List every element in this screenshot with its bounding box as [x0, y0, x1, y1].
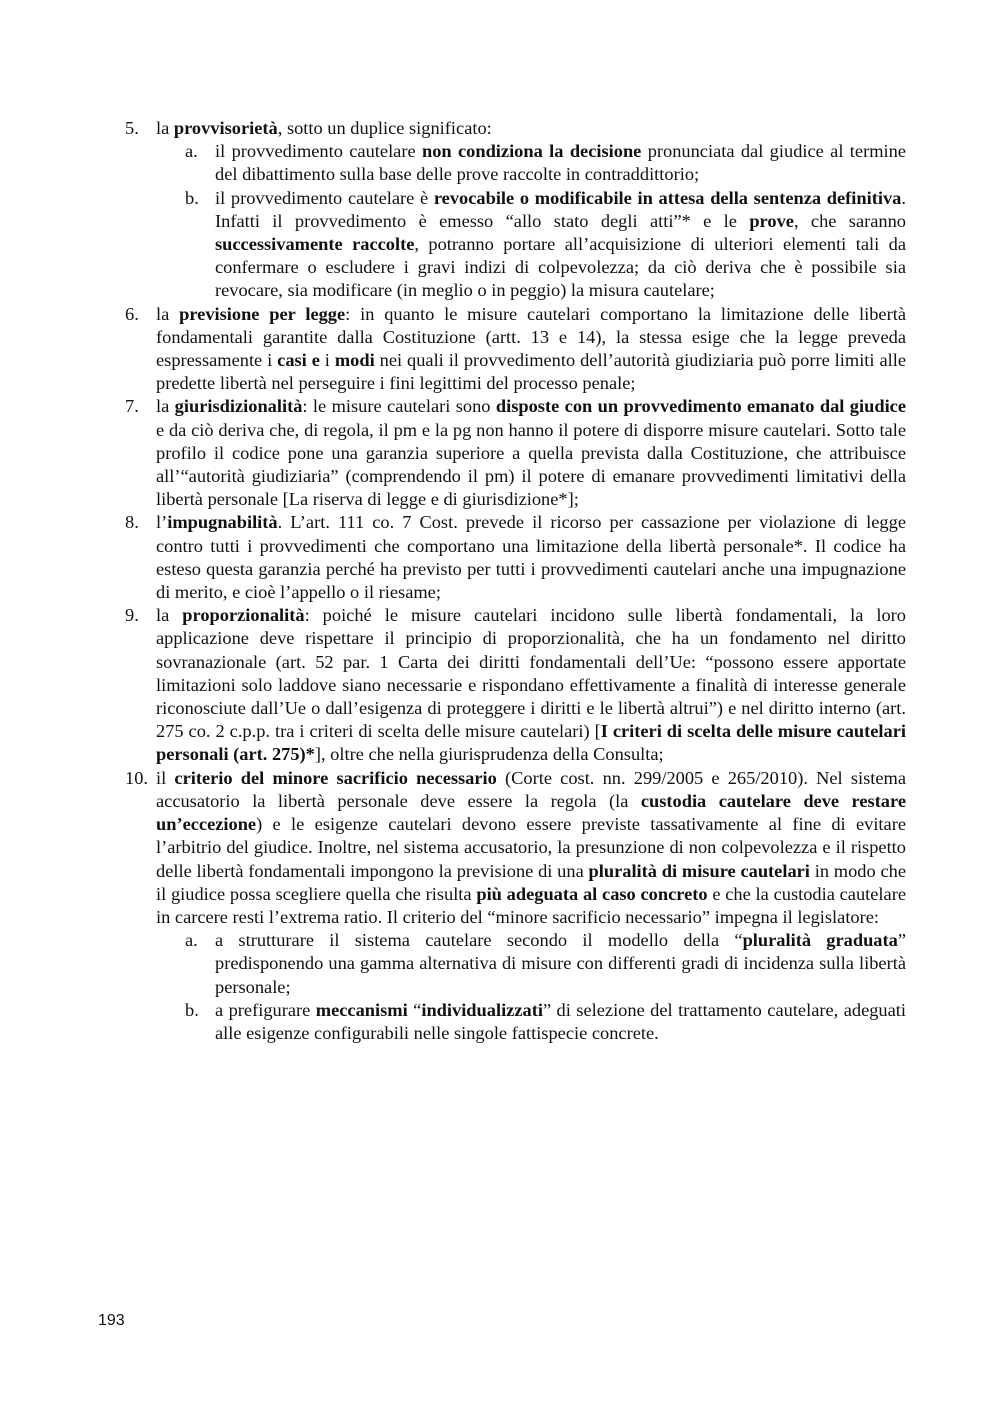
- text-run: ) e le esigenze cautelari devono essere previste tassativamente al fine di evitare l’arbitrio del giudice. Inoltre, nel sistema accusatorio, la presunzione di non colpevolezza e il rispetto delle libertà fondamentali impongono la previsione di una: [156, 814, 906, 881]
- text-run: ], oltre che nella giurisprudenza della Consulta;: [314, 744, 664, 765]
- bold-text: disposte con un provvedimento emanato dal giudice: [495, 396, 907, 417]
- bold-text: custodia cautelare deve restare un’eccezione: [156, 790, 906, 835]
- text-run: la: [156, 396, 175, 417]
- bold-text: casi e: [277, 350, 320, 371]
- text-run: “: [407, 999, 422, 1020]
- list-item: [125, 604, 906, 766]
- sub-list-item: [125, 999, 906, 1045]
- list-item: [125, 767, 906, 929]
- text-run: . Infatti il provvedimento è emesso “allo stato degli atti”* e le: [215, 187, 906, 231]
- text-run: e da ciò deriva che, di regola, il pm e la pg non hanno il potere di disporre misure cautelari. Sotto tale profilo il codice pone una garanzia superiore a quella prevista dalla Costituzione, che attribuisce all’“autorità giudiziaria” (comprendendo il pm) il potere di emanare provvedimenti limitativi della libertà personale [La riserva di legge e di giurisdizione*];: [156, 419, 906, 510]
- text-run: in modo che il giudice possa scegliere quella che risulta: [156, 860, 906, 904]
- bold-text: proporzionalità: [182, 605, 305, 626]
- sub-list-item: [125, 929, 906, 999]
- sub-list-item: [125, 140, 906, 186]
- list-item-number: 5.: [125, 118, 139, 138]
- text-run: il provvedimento cautelare: [215, 141, 422, 162]
- text-run: nei quali il provvedimento dell’autorità giudiziaria può porre limiti alle predette libertà nel perseguire i fini legittimi del processo penale;: [156, 350, 906, 394]
- text-run: : in quanto le misure cautelari comportano la limitazione delle libertà fondamentali garantite dalla Costituzione (artt. 13 e 14), la stessa esige che la legge preveda espressamente i: [156, 303, 906, 371]
- text-run: : le misure cautelari sono: [302, 396, 496, 417]
- text-run: , potranno portare all’acquisizione di ulteriori elementi tali da confermare o escludere i gravi indizi di colpevolezza; da ciò deriva che è possibile sia revocare, sia modificare (in meglio o in peggio) la misura cautelare;: [215, 234, 906, 301]
- text-run: a strutturare il sistema cautelare secondo il modello della “: [215, 930, 743, 951]
- bold-text: più adeguata al caso concreto: [476, 883, 708, 904]
- text-run: la: [156, 118, 174, 138]
- bold-text: I criteri di scelta delle misure cautelari personali (art. 275)*: [156, 721, 906, 765]
- list-item: [125, 511, 906, 604]
- bold-text: pluralità di misure cautelari: [588, 860, 810, 881]
- text-run: (Corte cost. nn. 299/2005 e 265/2010). Nel sistema accusatorio la libertà personale deve essere la regola (la: [156, 767, 907, 811]
- text-run: pronunciata dal giudice al termine del dibattimento sulla base delle prove raccolte in contraddittorio;: [215, 141, 906, 185]
- document-body: [125, 117, 906, 1045]
- text-run: e che la custodia cautelare in carcere resti l’extrema ratio. Il criterio del “minore sacrificio necessario” impegna il legislatore:: [156, 883, 906, 927]
- text-run: il provvedimento cautelare è: [215, 187, 434, 208]
- bold-text: prove: [749, 210, 794, 231]
- text-run: , sotto un duplice significato:: [277, 118, 492, 138]
- list-item-number: 8.: [125, 512, 139, 533]
- list-item-number: 10.: [125, 767, 148, 788]
- bold-text: revocabile o modificabile in attesa della sentenza definitiva: [433, 187, 902, 208]
- bold-text: non condiziona la decisione: [421, 141, 642, 162]
- bold-text: giurisdizionalità: [174, 396, 303, 417]
- text-run: il: [156, 767, 175, 788]
- sub-list-item-letter: b.: [185, 187, 199, 208]
- page-number: 193: [98, 1312, 125, 1329]
- sub-list-item: [125, 187, 906, 303]
- bold-text: meccanismi: [315, 999, 408, 1020]
- bold-text: modi: [334, 350, 375, 371]
- sub-list-item-letter: a.: [185, 141, 198, 162]
- sub-list-item-letter: a.: [185, 930, 198, 951]
- text-run: : poiché le misure cautelari incidono sulle libertà fondamentali, la loro applicazione deve rispettare il principio di proporzionalità, che ha un fondamento nel diritto sovranazionale (art. 52 par. 1 Carta dei diritti fondamentali dell’Ue: “possono essere apportate limitazioni solo laddove siano necessarie e rispondano effettivamente a finalità di interesse generale riconosciute dall’Ue o dall’esigenza di proteggere i diritti e le libertà altrui”) e nel diritto interno (art. 275 co. 2 c.p.p. tra i criteri di scelta delle misure cautelari) [: [156, 605, 906, 742]
- list-item: [125, 395, 906, 511]
- text-run: i: [319, 350, 335, 371]
- list-item: [125, 303, 906, 396]
- list-item-number: 7.: [125, 396, 139, 417]
- text-run: la: [156, 303, 180, 324]
- text-run: l’: [156, 512, 168, 533]
- text-run: . L’art. 111 co. 7 Cost. prevede il ricorso per cassazione per violazione di legge contro tutti i provvedimenti che comportano una limitazione della libertà personale*. Il codice ha esteso questa garanzia perché ha previsto per tutti i provvedimenti cautelari anche una impugnazione di merito, e cioè l’appello o il riesame;: [156, 512, 906, 603]
- text-run: a prefigurare: [215, 999, 316, 1020]
- text-run: ” di selezione del trattamento cautelare, adeguati alle esigenze configurabili nelle singole fattispecie concrete.: [215, 999, 906, 1043]
- bold-text: pluralità graduata: [742, 930, 898, 951]
- list-item-number: 9.: [125, 605, 139, 626]
- list-item-number: 6.: [125, 303, 139, 324]
- text-run: la: [156, 605, 183, 626]
- text-run: ” predisponendo una gamma alternativa di misure con differenti gradi di incidenza sulla libertà personale;: [215, 930, 906, 997]
- bold-text: provvisorietà: [173, 118, 278, 138]
- bold-text: criterio del minore sacrificio necessario: [174, 767, 497, 788]
- bold-text: individualizzati: [421, 999, 543, 1020]
- list-item: [125, 117, 906, 140]
- text-run: , che saranno: [793, 210, 906, 231]
- sub-list-item-letter: b.: [185, 999, 199, 1020]
- bold-text: impugnabilità: [167, 512, 278, 533]
- bold-text: previsione per legge: [179, 303, 346, 324]
- bold-text: successivamente raccolte: [215, 234, 415, 255]
